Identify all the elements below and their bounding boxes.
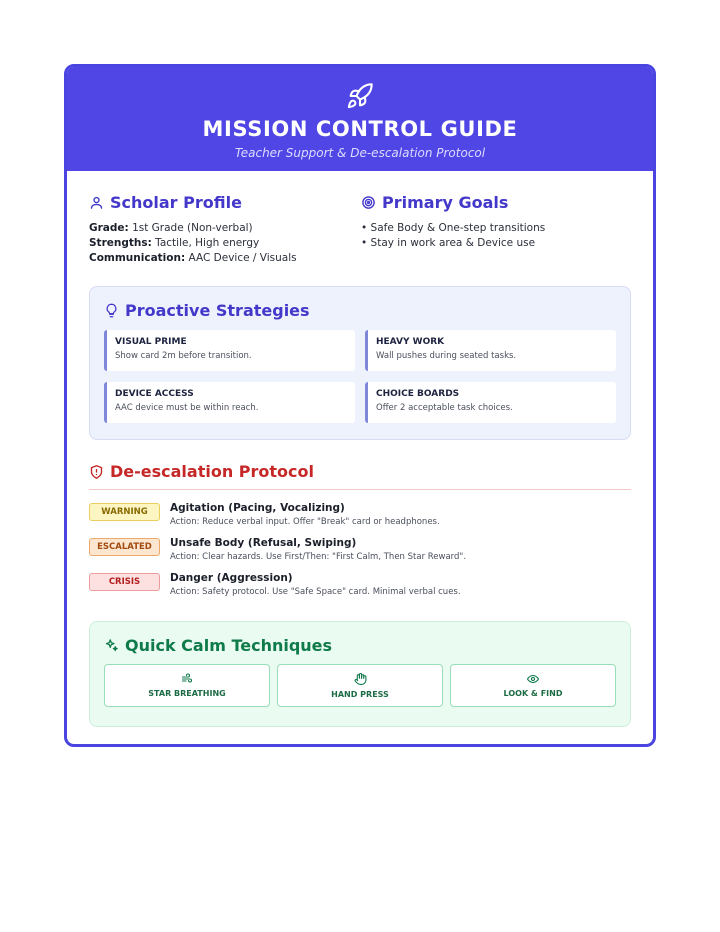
level-action: Action: Reduce verbal input. Offer "Break" card or headphones. — [170, 517, 440, 527]
goal-item: • Safe Body & One-step transitions — [361, 222, 546, 234]
star-breathing-button[interactable] — [104, 664, 270, 707]
status-badge: WARNING — [89, 503, 160, 521]
page-title: MISSION CONTROL GUIDE — [202, 117, 518, 141]
quick-calm-panel — [89, 621, 631, 727]
strategy-tile — [365, 330, 616, 371]
technique-label: HAND PRESS — [331, 690, 389, 699]
proactive-strategies-panel — [89, 286, 631, 440]
level-row-crisis — [89, 572, 631, 607]
primary-goals-heading: Primary Goals — [382, 193, 509, 212]
primary-goals-section — [359, 193, 631, 266]
deescalation-levels — [89, 502, 631, 607]
strategy-title: VISUAL PRIME — [115, 337, 187, 347]
strategy-title: DEVICE ACCESS — [115, 389, 194, 399]
strategy-tile — [104, 330, 355, 371]
quick-calm-heading: Quick Calm Techniques — [125, 636, 333, 655]
strategy-title: HEAVY WORK — [376, 337, 445, 347]
profile-item-grade: Grade: 1st Grade (Non-verbal) — [89, 222, 253, 234]
level-row-escalated — [89, 537, 631, 572]
profile-item-communication: Communication: AAC Device / Visuals — [89, 252, 297, 264]
hand-press-button[interactable] — [277, 664, 443, 707]
profile-item-strengths: Strengths: Tactile, High energy — [89, 237, 260, 249]
deescalation-heading: De-escalation Protocol — [110, 462, 315, 481]
scholar-profile-section — [89, 193, 359, 266]
technique-label: STAR BREATHING — [148, 689, 226, 698]
header-banner — [67, 67, 653, 171]
level-title: Agitation (Pacing, Vocalizing) — [170, 502, 345, 514]
wind-icon — [180, 673, 194, 685]
rocket-icon — [346, 82, 374, 110]
level-title: Danger (Aggression) — [170, 572, 293, 584]
strategy-tile — [365, 382, 616, 423]
guide-card — [64, 64, 656, 747]
user-icon — [89, 195, 104, 210]
strategy-title: CHOICE BOARDS — [376, 389, 460, 399]
eye-icon — [526, 673, 540, 685]
page-subtitle: Teacher Support & De-escalation Protocol — [234, 146, 486, 160]
divider — [89, 489, 631, 490]
target-icon — [361, 195, 376, 210]
technique-label: LOOK & FIND — [503, 689, 563, 698]
strategy-desc: Offer 2 acceptable task choices. — [376, 403, 513, 413]
sparkles-icon — [104, 638, 119, 653]
shield-alert-icon — [89, 464, 104, 480]
look-and-find-button[interactable] — [450, 664, 616, 707]
strategy-desc: Show card 2m before transition. — [115, 351, 252, 361]
scholar-profile-heading: Scholar Profile — [110, 193, 242, 212]
status-badge: ESCALATED — [89, 538, 160, 556]
goal-item: • Stay in work area & Device use — [361, 237, 536, 249]
hand-icon — [354, 672, 367, 686]
strategy-desc: AAC device must be within reach. — [115, 403, 259, 413]
strategy-desc: Wall pushes during seated tasks. — [376, 351, 517, 361]
strategy-tile — [104, 382, 355, 423]
deescalation-header — [89, 462, 631, 481]
proactive-strategies-heading: Proactive Strategies — [125, 301, 310, 320]
lightbulb-icon — [104, 303, 119, 318]
level-action: Action: Clear hazards. Use First/Then: "First Calm, Then Star Reward". — [170, 552, 467, 562]
level-title: Unsafe Body (Refusal, Swiping) — [170, 537, 357, 549]
level-row-warning — [89, 502, 631, 537]
status-badge: CRISIS — [89, 573, 160, 591]
level-action: Action: Safety protocol. Use "Safe Space" card. Minimal verbal cues. — [170, 587, 461, 597]
